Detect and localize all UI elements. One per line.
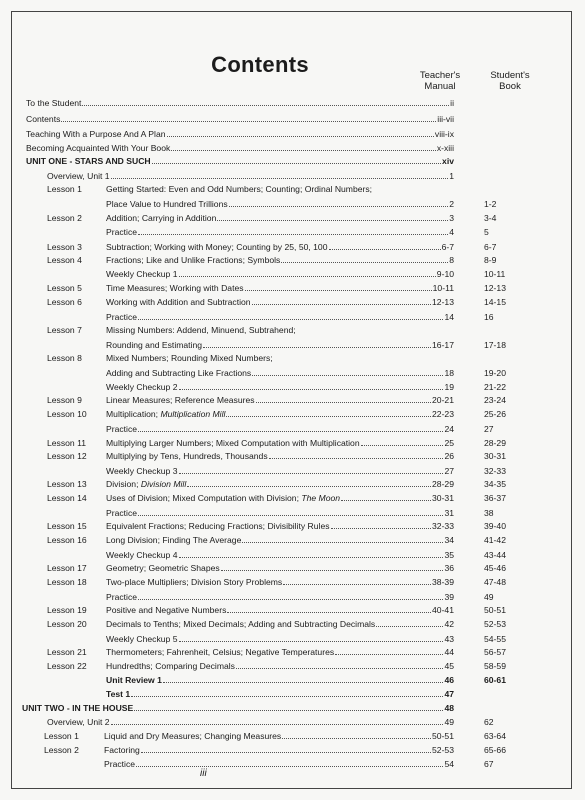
- entry-title: Working with Addition and Subtraction: [106, 297, 251, 307]
- teachers-manual-page: 3: [449, 213, 454, 223]
- teachers-manual-page: 46: [444, 675, 454, 685]
- teachers-manual-page: ii: [450, 98, 454, 108]
- entry-title: Practice: [106, 227, 138, 237]
- toc-row: [0, 113, 585, 125]
- toc-row: [0, 576, 585, 588]
- lesson-label: Lesson 2: [47, 213, 82, 223]
- dot-leader: [283, 576, 431, 585]
- teachers-manual-page: xiv: [442, 156, 454, 166]
- toc-row: [0, 311, 585, 323]
- teachers-manual-page: 25: [444, 438, 454, 448]
- page-title: Contents: [211, 52, 309, 77]
- dot-leader: [361, 437, 444, 446]
- entry-title: Practice: [106, 592, 138, 602]
- dot-leader: [269, 450, 444, 459]
- toc-row: [0, 282, 585, 294]
- toc-row: [0, 465, 585, 477]
- toc-row: [0, 730, 585, 742]
- lesson-label: Lesson 1: [47, 184, 82, 194]
- dot-leader: [136, 758, 443, 767]
- dot-leader: [256, 394, 431, 403]
- students-book-page: 67: [484, 759, 494, 769]
- toc-row: [0, 254, 585, 266]
- students-book-page: 28-29: [484, 438, 506, 448]
- entry-title: Adding and Subtracting Like Fractions: [106, 368, 252, 378]
- dot-leader: [252, 296, 431, 305]
- entry-title: Addition; Carrying in Addition: [106, 213, 217, 223]
- toc-row: [0, 549, 585, 561]
- entry-title: Positive and Negative Numbers: [106, 605, 227, 615]
- entry-title: Practice: [106, 312, 138, 322]
- entry-title: Long Division; Finding The Average: [106, 535, 242, 545]
- lesson-label: Lesson 19: [47, 605, 87, 615]
- students-book-page: 58-59: [484, 661, 506, 671]
- entry-title: Missing Numbers: Addend, Minuend, Subtrahend;: [106, 325, 296, 335]
- lesson-label: Lesson 20: [47, 619, 87, 629]
- teachers-manual-page: 47: [444, 689, 454, 699]
- toc-row: [0, 296, 585, 308]
- students-book-page: 3-4: [484, 213, 497, 223]
- teachers-manual-page: 18: [444, 368, 454, 378]
- teachers-manual-page: 36: [444, 563, 454, 573]
- entry-title: Liquid and Dry Measures; Changing Measures: [104, 731, 282, 741]
- entry-title-italic: The Moon: [301, 493, 341, 503]
- students-book-page: 6-7: [484, 242, 497, 252]
- entry-title: Place Value to Hundred Trillions: [106, 199, 228, 209]
- entry-title: Rounding and Estimating: [106, 340, 203, 350]
- students-book-page: 60-61: [484, 675, 506, 685]
- entry-title: Getting Started: Even and Odd Numbers; Counting; Ordinal Numbers;: [106, 184, 373, 194]
- toc-row: [0, 423, 585, 435]
- lesson-label: Lesson 18: [47, 577, 87, 587]
- students-book-page: 14-15: [484, 297, 506, 307]
- teachers-manual-page: 1: [449, 171, 454, 181]
- entry-title: Test 1: [106, 689, 131, 699]
- entry-title: Overview, Unit 2: [47, 717, 110, 727]
- toc-row: [0, 212, 585, 224]
- teachers-manual-page: 16-17: [432, 340, 454, 350]
- entry-title: Teaching With a Purpose And A Plan: [26, 129, 166, 139]
- toc-row: [0, 97, 585, 109]
- teachers-manual-page: 38-39: [432, 577, 454, 587]
- dot-leader: [167, 128, 434, 137]
- toc-row: [0, 155, 585, 167]
- entry-title: Fractions; Like and Unlike Fractions; Symbols: [106, 255, 281, 265]
- teachers-manual-page: iii-vii: [437, 114, 454, 124]
- dot-leader: [138, 591, 443, 600]
- students-book-page: 50-51: [484, 605, 506, 615]
- dot-leader: [252, 367, 443, 376]
- entry-title: Overview, Unit 1: [47, 171, 110, 181]
- teachers-manual-page: 35: [444, 550, 454, 560]
- teachers-manual-page: 4: [449, 227, 454, 237]
- teachers-manual-page: 19: [444, 382, 454, 392]
- toc-row: [0, 604, 585, 616]
- entry-title: Multiplying by Tens, Hundreds, Thousands: [106, 451, 268, 461]
- toc-row: [0, 716, 585, 728]
- students-book-page: 41-42: [484, 535, 506, 545]
- students-book-page: 19-20: [484, 368, 506, 378]
- dot-leader: [179, 381, 444, 390]
- dot-leader: [171, 142, 436, 151]
- dot-leader: [217, 212, 448, 221]
- entry-title: Mixed Numbers; Rounding Mixed Numbers;: [106, 353, 273, 363]
- entry-title: Thermometers; Fahrenheit, Celsius; Negative Temperatures: [106, 647, 335, 657]
- teachers-manual-page: 45: [444, 661, 454, 671]
- entry-title: Weekly Checkup 3: [106, 466, 178, 476]
- page-number: iii: [200, 768, 207, 779]
- toc-row: [0, 408, 585, 420]
- teachers-manual-page: 27: [444, 466, 454, 476]
- students-book-page: 43-44: [484, 550, 506, 560]
- toc-row: [0, 646, 585, 658]
- lesson-label: Lesson 13: [47, 479, 87, 489]
- dot-leader: [134, 702, 443, 711]
- toc-row: [0, 744, 585, 756]
- students-book-page: 21-22: [484, 382, 506, 392]
- dot-leader: [138, 423, 443, 432]
- lesson-label: Lesson 10: [47, 409, 87, 419]
- teachers-manual-page: 26: [444, 451, 454, 461]
- dot-leader: [163, 674, 444, 683]
- lesson-label: Lesson 8: [47, 353, 82, 363]
- teachers-manual-page: 31: [444, 508, 454, 518]
- teachers-manual-page: 48: [444, 703, 454, 713]
- lesson-label: Lesson 3: [47, 242, 82, 252]
- toc-row: [0, 450, 585, 462]
- teachers-manual-page: 50-51: [432, 731, 454, 741]
- toc-row: [0, 241, 585, 253]
- students-book-page: 63-64: [484, 731, 506, 741]
- entry-title: Contents: [26, 114, 61, 124]
- dot-leader: [282, 730, 431, 739]
- dot-leader: [221, 562, 444, 571]
- toc-row: [0, 618, 585, 630]
- teachers-manual-page: 14: [444, 312, 454, 322]
- students-book-page: 38: [484, 508, 494, 518]
- students-book-page: 65-66: [484, 745, 506, 755]
- dot-leader: [227, 604, 431, 613]
- dot-leader: [376, 618, 443, 627]
- teachers-manual-page: 34: [444, 535, 454, 545]
- lesson-label: Lesson 16: [47, 535, 87, 545]
- teachers-manual-page: 32-33: [432, 521, 454, 531]
- students-book-page: 10-11: [484, 269, 506, 279]
- students-book-page: 34-35: [484, 479, 506, 489]
- toc-row: [0, 437, 585, 449]
- teachers-manual-page: 10-11: [432, 283, 454, 293]
- entry-title: Division; Division Mill: [106, 479, 187, 489]
- dot-leader: [226, 408, 431, 417]
- entry-title: Linear Measures; Reference Measures: [106, 395, 255, 405]
- students-book-page: 49: [484, 592, 494, 602]
- lesson-label: Lesson 1: [44, 731, 79, 741]
- teachers-manual-page: 30-31: [432, 493, 454, 503]
- lesson-label: Lesson 4: [47, 255, 82, 265]
- teachers-manual-page: 12-13: [432, 297, 454, 307]
- entry-title: Becoming Acquainted With Your Book: [26, 143, 171, 153]
- toc-row: [0, 660, 585, 672]
- toc-row: [0, 226, 585, 238]
- dot-leader: [61, 113, 436, 122]
- teachers-manual-page: 52-53: [432, 745, 454, 755]
- entry-title: Multiplying Larger Numbers; Mixed Computation with Multiplication: [106, 438, 360, 448]
- dot-leader: [131, 688, 443, 697]
- entry-title: To the Student: [26, 98, 82, 108]
- entry-title: Practice: [104, 759, 136, 769]
- students-book-page: 25-26: [484, 409, 506, 419]
- entry-title: Weekly Checkup 1: [106, 269, 178, 279]
- teachers-manual-page: 49: [444, 717, 454, 727]
- teachers-manual-page: 43: [444, 634, 454, 644]
- dot-leader: [179, 465, 444, 474]
- students-book-page: 30-31: [484, 451, 506, 461]
- entry-title: Subtraction; Working with Money; Counting by 25, 50, 100: [106, 242, 328, 252]
- toc-row: [0, 674, 585, 686]
- teachers-manual-page: viii-ix: [434, 129, 454, 139]
- toc-row: [0, 381, 585, 393]
- dot-leader: [179, 633, 444, 642]
- entry-title: Multiplication; Multiplication Mill: [106, 409, 226, 419]
- teachers-manual-page: 54: [444, 759, 454, 769]
- students-book-page: 45-46: [484, 563, 506, 573]
- entry-title: Uses of Division; Mixed Computation with Division; The Moon: [106, 493, 341, 503]
- teachers-manual-page: 2: [449, 199, 454, 209]
- dot-leader: [329, 241, 441, 250]
- dot-leader: [138, 507, 443, 516]
- dot-leader: [331, 520, 431, 529]
- toc-row: [0, 633, 585, 645]
- lesson-label: Lesson 21: [47, 647, 87, 657]
- students-book-page: 8-9: [484, 255, 497, 265]
- toc-row: [0, 198, 585, 210]
- lesson-label: Lesson 9: [47, 395, 82, 405]
- entry-title: Weekly Checkup 5: [106, 634, 178, 644]
- dot-leader: [111, 716, 444, 725]
- lesson-label: Lesson 22: [47, 661, 87, 671]
- entry-title: Two-place Multipliers; Division Story Problems: [106, 577, 283, 587]
- teachers-manual-page: 42: [444, 619, 454, 629]
- dot-leader: [236, 660, 443, 669]
- entry-title: Geometry; Geometric Shapes: [106, 563, 220, 573]
- toc-row: [0, 591, 585, 603]
- dot-leader: [281, 254, 448, 263]
- entry-title: Hundredths; Comparing Decimals: [106, 661, 235, 671]
- lesson-label: Lesson 14: [47, 493, 87, 503]
- entry-title: Unit Review 1: [106, 675, 162, 685]
- dot-leader: [245, 282, 432, 291]
- students-book-page: 12-13: [484, 283, 506, 293]
- entry-title: Practice: [106, 508, 138, 518]
- dot-leader: [335, 646, 443, 655]
- dot-leader: [138, 311, 443, 320]
- lesson-label: Lesson 12: [47, 451, 87, 461]
- entry-title: Practice: [106, 424, 138, 434]
- teachers-manual-page: 20-21: [432, 395, 454, 405]
- students-book-page: 16: [484, 312, 494, 322]
- toc-row: [0, 478, 585, 490]
- toc-row: [0, 507, 585, 519]
- students-book-page: 52-53: [484, 619, 506, 629]
- toc-row: [0, 702, 585, 714]
- dot-leader: [82, 97, 449, 106]
- dot-leader: [138, 226, 448, 235]
- teachers-manual-page: 8: [449, 255, 454, 265]
- lesson-label: Lesson 11: [47, 438, 87, 448]
- students-book-page: 62: [484, 717, 494, 727]
- toc-row: [0, 520, 585, 532]
- toc-row: [0, 268, 585, 280]
- toc-row: [0, 128, 585, 140]
- dot-leader: [179, 549, 444, 558]
- entry-title-italic: Division Mill: [140, 479, 187, 489]
- teachers-manual-page: 22-23: [432, 409, 454, 419]
- lesson-label: Lesson 17: [47, 563, 87, 573]
- toc-row: [0, 492, 585, 504]
- students-book-page: 1-2: [484, 199, 497, 209]
- students-book-page: 17-18: [484, 340, 506, 350]
- students-book-page: 36-37: [484, 493, 506, 503]
- dot-leader: [242, 534, 443, 543]
- teachers-manual-page: x-xiii: [436, 143, 454, 153]
- toc-row: [0, 324, 585, 336]
- teachers-manual-page: 9-10: [436, 269, 454, 279]
- students-book-page: 56-57: [484, 647, 506, 657]
- lesson-label: Lesson 2: [44, 745, 79, 755]
- teachers-manual-page: 44: [444, 647, 454, 657]
- teachers-manual-page: 24: [444, 424, 454, 434]
- entry-title: Decimals to Tenths; Mixed Decimals; Adding and Subtracting Decimals: [106, 619, 376, 629]
- toc-row: [0, 758, 585, 770]
- toc-row: [0, 142, 585, 154]
- entry-title: Weekly Checkup 4: [106, 550, 178, 560]
- teachers-manual-header: Teacher's Manual: [419, 70, 461, 92]
- toc-row: [0, 170, 585, 182]
- students-book-page: 23-24: [484, 395, 506, 405]
- entry-title-italic: Multiplication Mill: [160, 409, 226, 419]
- dot-leader: [111, 170, 449, 179]
- dot-leader: [179, 268, 436, 277]
- entry-title: Time Measures; Working with Dates: [106, 283, 244, 293]
- students-book-page: 47-48: [484, 577, 506, 587]
- teachers-manual-page: 40-41: [432, 605, 454, 615]
- entry-title: UNIT TWO - IN THE HOUSE: [22, 703, 134, 713]
- toc-row: [0, 352, 585, 364]
- dot-leader: [152, 155, 441, 164]
- lesson-label: Lesson 6: [47, 297, 82, 307]
- students-book-page: 27: [484, 424, 494, 434]
- toc-row: [0, 562, 585, 574]
- students-book-header: Student's Book: [490, 70, 530, 92]
- toc-row: [0, 339, 585, 351]
- dot-leader: [141, 744, 431, 753]
- entry-title: Factoring: [104, 745, 140, 755]
- students-book-page: 39-40: [484, 521, 506, 531]
- lesson-label: Lesson 15: [47, 521, 87, 531]
- entry-title: UNIT ONE - STARS AND SUCH: [26, 156, 151, 166]
- students-book-page: 32-33: [484, 466, 506, 476]
- teachers-manual-page: 6-7: [441, 242, 454, 252]
- lesson-label: Lesson 5: [47, 283, 82, 293]
- entry-title: Equivalent Fractions; Reducing Fractions; Divisibility Rules: [106, 521, 330, 531]
- toc-row: [0, 534, 585, 546]
- teachers-manual-page: 39: [444, 592, 454, 602]
- students-book-page: 5: [484, 227, 489, 237]
- toc-row: [0, 183, 585, 195]
- dot-leader: [229, 198, 449, 207]
- dot-leader: [203, 339, 431, 348]
- lesson-label: Lesson 7: [47, 325, 82, 335]
- teachers-manual-page: 28-29: [432, 479, 454, 489]
- toc-row: [0, 394, 585, 406]
- toc-row: [0, 688, 585, 700]
- entry-title: Weekly Checkup 2: [106, 382, 178, 392]
- dot-leader: [341, 492, 431, 501]
- students-book-page: 54-55: [484, 634, 506, 644]
- toc-row: [0, 367, 585, 379]
- dot-leader: [187, 478, 431, 487]
